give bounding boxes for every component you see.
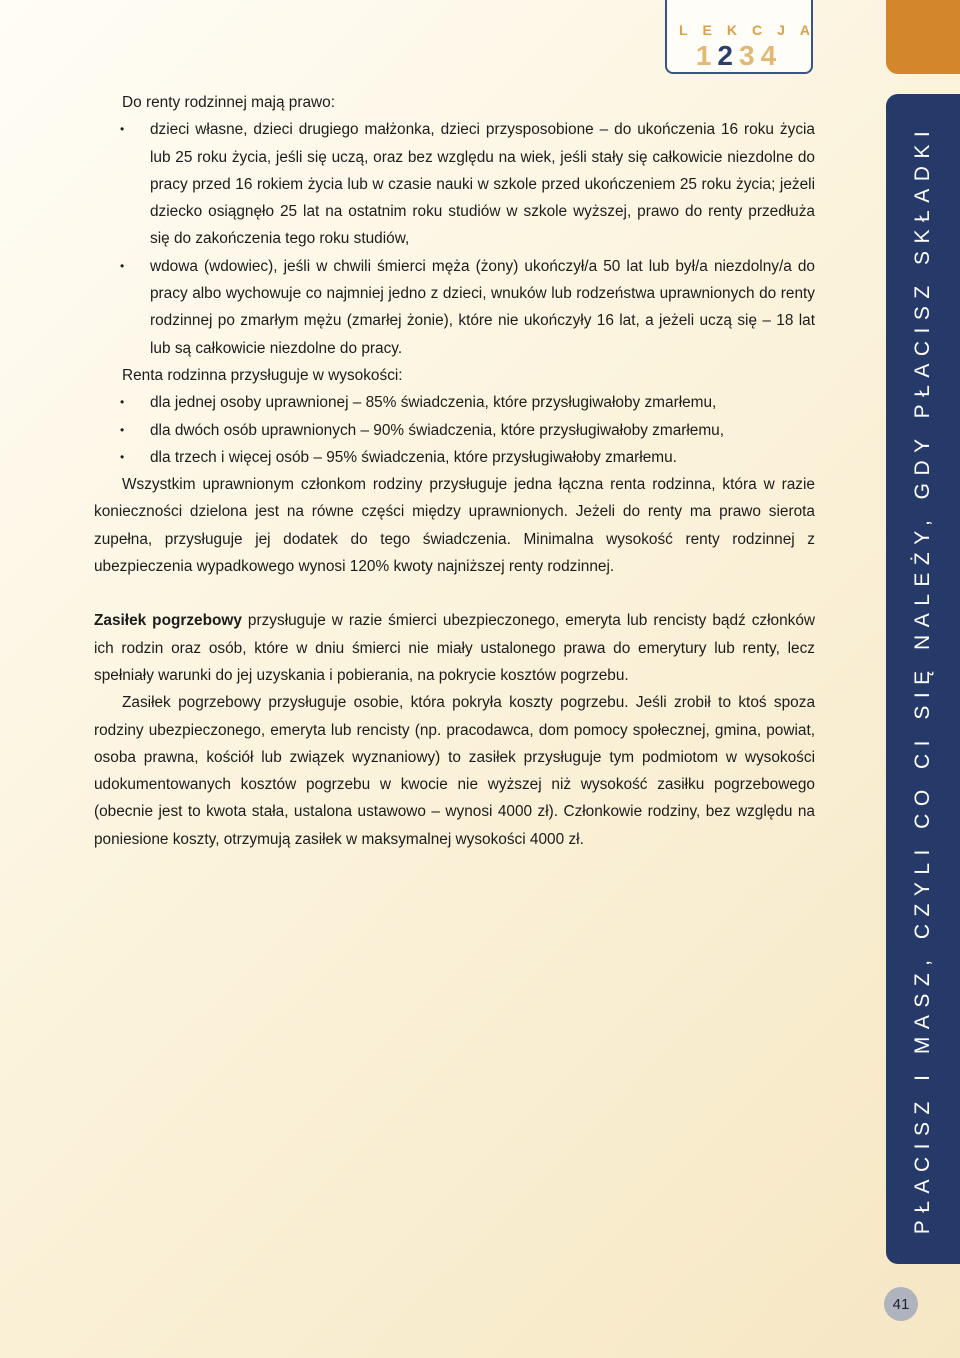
funeral-paragraph	[94, 607, 815, 689]
list-item: • wdowa (wdowiec), jeśli w chwili śmierci męża (żony) ukończył/a 50 lat lub był/a niezdolny/a do pracy albo wychowuje co najmniej jedno z dzieci, wnuków lub rodzeństwa uprawnionych do renty rodzinnej po zmarłym mężu (zmarłej żonie), które nie ukończyły 16 lat, a jeżeli uczą się – 18 lat lub są całkowicie niezdolne do pracy.	[150, 253, 815, 362]
lesson-number-3: 3	[739, 40, 761, 71]
amount-list	[94, 389, 815, 471]
lesson-label: LEKCJA	[679, 22, 826, 38]
orange-corner-tab	[886, 0, 960, 74]
page-number: 41	[884, 1287, 918, 1321]
lesson-number-2: 2	[717, 40, 739, 71]
family-paragraph: Wszystkim uprawnionym członkom rodziny przysługuje jedna łączna renta rodzinna, która w razie konieczności dzielona jest na równe części między uprawnionych. Jeżeli do renty ma prawo sierota zupełna, przysługuje jej dodatek do tego świadczenia. Minimalna wysokość renty rodzinnej z ubezpieczenia wypadkowego wynosi 120% kwoty najniższej renty rodzinnej.	[94, 476, 815, 576]
funeral-paragraph-2: Zasiłek pogrzebowy przysługuje osobie, która pokryła koszty pogrzebu. Jeśli zrobił to ktoś spoza rodziny ubezpieczonego, emeryta lub rencisty (np. pracodawca, dom pomocy społecznej, gmina, powiat, osoba prawna, kościół lub związek wyznaniowy) to zasiłek przysługuje tym podmiotom w wysokości udokumentowanych kosztów pogrzebu w kwocie nie wyższej niż wysokość zasiłku pogrzebowego (obecnie jest to kwota stała, ustalona ustawowo – wynosi 4000 zł). Członkowie rodziny, bez względu na poniesione koszty, otrzymują zasiłek w maksymalnej wysokości 4000 zł.	[94, 694, 815, 848]
funeral-paragraph-text: przysługuje w razie śmierci ubezpieczonego, emeryta lub rencisty bądź członków ich rodzin oraz osób, które w dniu śmierci nie miały ustalonego prawa do emerytury lub renty, lecz spełniały warunki do jej uzyskania i pobierania, na pokrycie kosztów pogrzebu.	[94, 612, 815, 684]
lesson-numbers	[667, 40, 811, 72]
list-item: • dzieci własne, dzieci drugiego małżonka, dzieci przysposobione – do ukończenia 16 roku życia lub 25 roku życia, jeśli się uczą, oraz bez względu na wiek, jeśli stały się całkowicie niezdolne do pracy przed 16 rokiem życia lub w czasie nauki w szkole przed ukończeniem 25 roku życia; jeżeli dziecko osiągnęło 25 lat na ostatnim roku studiów w szkole wyższej, prawo do renty przedłuża się do zakończenia tego roku studiów,	[150, 116, 815, 252]
intro-heading: Do renty rodzinnej mają prawo:	[122, 94, 336, 111]
list-item: • dla trzech i więcej osób – 95% świadczenia, które przysługiwałoby zmarłemu.	[150, 444, 815, 471]
side-title-band	[886, 94, 960, 1264]
funeral-term: Zasiłek pogrzebowy	[94, 612, 242, 630]
list-item: • dla dwóch osób uprawnionych – 90% świadczenia, które przysługiwałoby zmarłemu,	[150, 417, 815, 444]
lesson-indicator	[665, 0, 826, 74]
main-text	[94, 89, 815, 853]
entitled-list	[94, 116, 815, 362]
spacer	[94, 580, 815, 607]
amount-heading: Renta rodzinna przysługuje w wysokości:	[122, 366, 403, 384]
side-title: PŁACISZ I MASZ, CZYLI CO CI SIĘ NALEŻY, GDY PŁACISZ SKŁADKI	[911, 123, 934, 1235]
list-item: • dla jednej osoby uprawnionej – 85% świadczenia, które przysługiwałoby zmarłemu,	[150, 389, 815, 416]
lesson-number-4: 4	[760, 40, 783, 71]
lesson-number-1: 1	[695, 40, 718, 71]
